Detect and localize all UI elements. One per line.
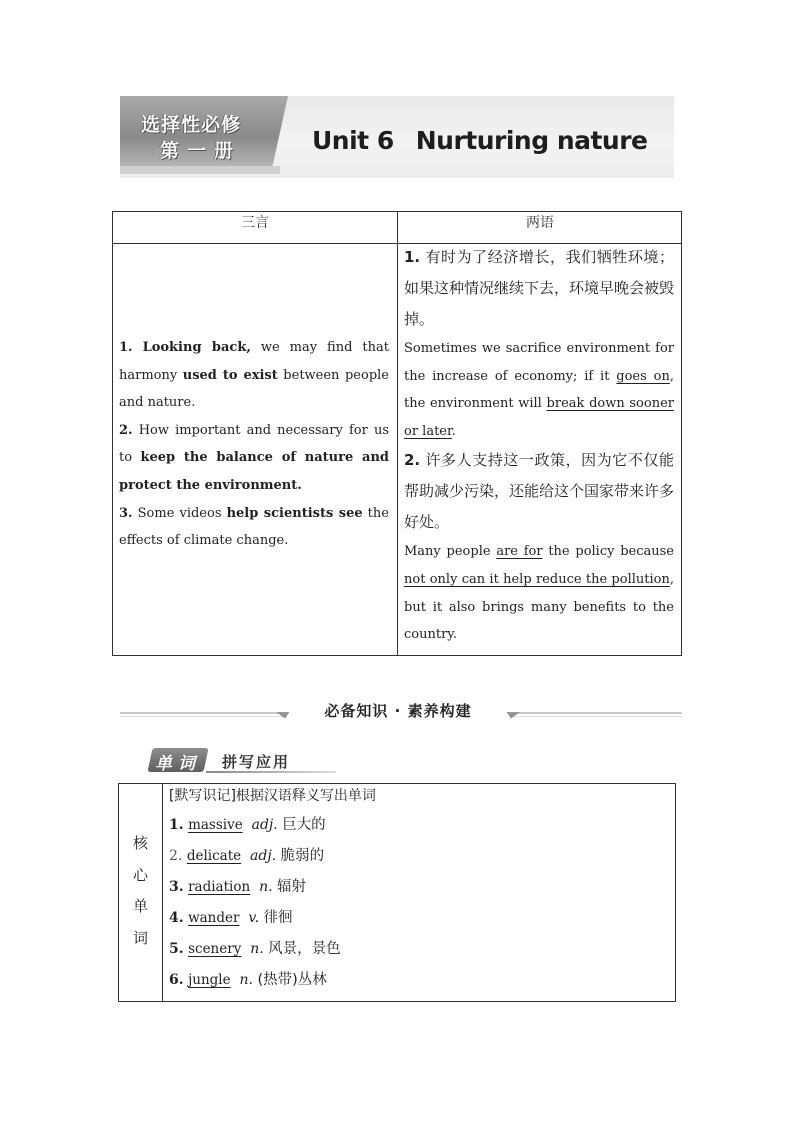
book-tag-line2: 第一册 bbox=[160, 140, 242, 162]
subheading-title: 拼写应用 bbox=[222, 753, 291, 771]
vocab-item: 4. wander v. 徘徊 bbox=[169, 910, 293, 926]
left-item-1: 1. Looking back, we may find that harmony used to exist between people and nature. bbox=[119, 340, 389, 411]
vocab-table bbox=[118, 783, 676, 1002]
left-item-3: 3. Some videos help scientists see the effects of climate change. bbox=[119, 505, 389, 549]
book-tag-line1: 选择性必修 bbox=[141, 114, 242, 136]
vocab-side-label: 核 心 单 词 bbox=[132, 834, 148, 947]
right-item-2-chinese: 2. 许多人支持这一政策，因为它不仅能帮助减少污染，还能给这个国家带来许多好处。 bbox=[404, 451, 675, 532]
left-item-2: 2. How important and necessary for us to keep the balance of nature and protect the environment. bbox=[119, 422, 389, 493]
vocab-instruction: [默写识记]根据汉语释义写出单词 bbox=[169, 788, 376, 804]
vocab-item: 2. delicate adj. 脆弱的 bbox=[169, 848, 325, 864]
vocab-item: 5. scenery n. 风景，景色 bbox=[169, 941, 341, 957]
section-title: 必备知识 · 素养构建 bbox=[324, 702, 472, 720]
phrase-table bbox=[112, 211, 682, 656]
book-tag-shadow bbox=[120, 166, 280, 174]
vocab-list bbox=[169, 784, 669, 996]
word-badge-text: 单词 bbox=[155, 754, 201, 774]
unit-name: Nurturing nature bbox=[415, 126, 648, 155]
col-header-right: 两语 bbox=[526, 215, 554, 231]
vocab-item: 6. jungle n. (热带)丛林 bbox=[169, 972, 327, 988]
right-item-1-chinese: 1. 有时为了经济增长，我们牺牲环境；如果这种情况继续下去，环境早晚会被毁掉。 bbox=[404, 248, 675, 328]
col-header-left: 三言 bbox=[241, 215, 269, 231]
right-item-2-english: Many people are for the policy because not only can it help reduce the pollution, but it also brings many benefits to the country. bbox=[404, 544, 674, 643]
vocab-item: 3. radiation n. 辐射 bbox=[169, 879, 306, 895]
right-item-1-english: Sometimes we sacrifice environment for the increase of economy; if it goes on, the environment will break down sooner or later. bbox=[404, 341, 674, 439]
unit-label: Unit 6 bbox=[312, 126, 394, 155]
vocab-item: 1. massive adj. 巨大的 bbox=[169, 817, 326, 833]
unit-title bbox=[312, 126, 648, 155]
right-column bbox=[404, 242, 674, 649]
left-column bbox=[119, 334, 389, 555]
